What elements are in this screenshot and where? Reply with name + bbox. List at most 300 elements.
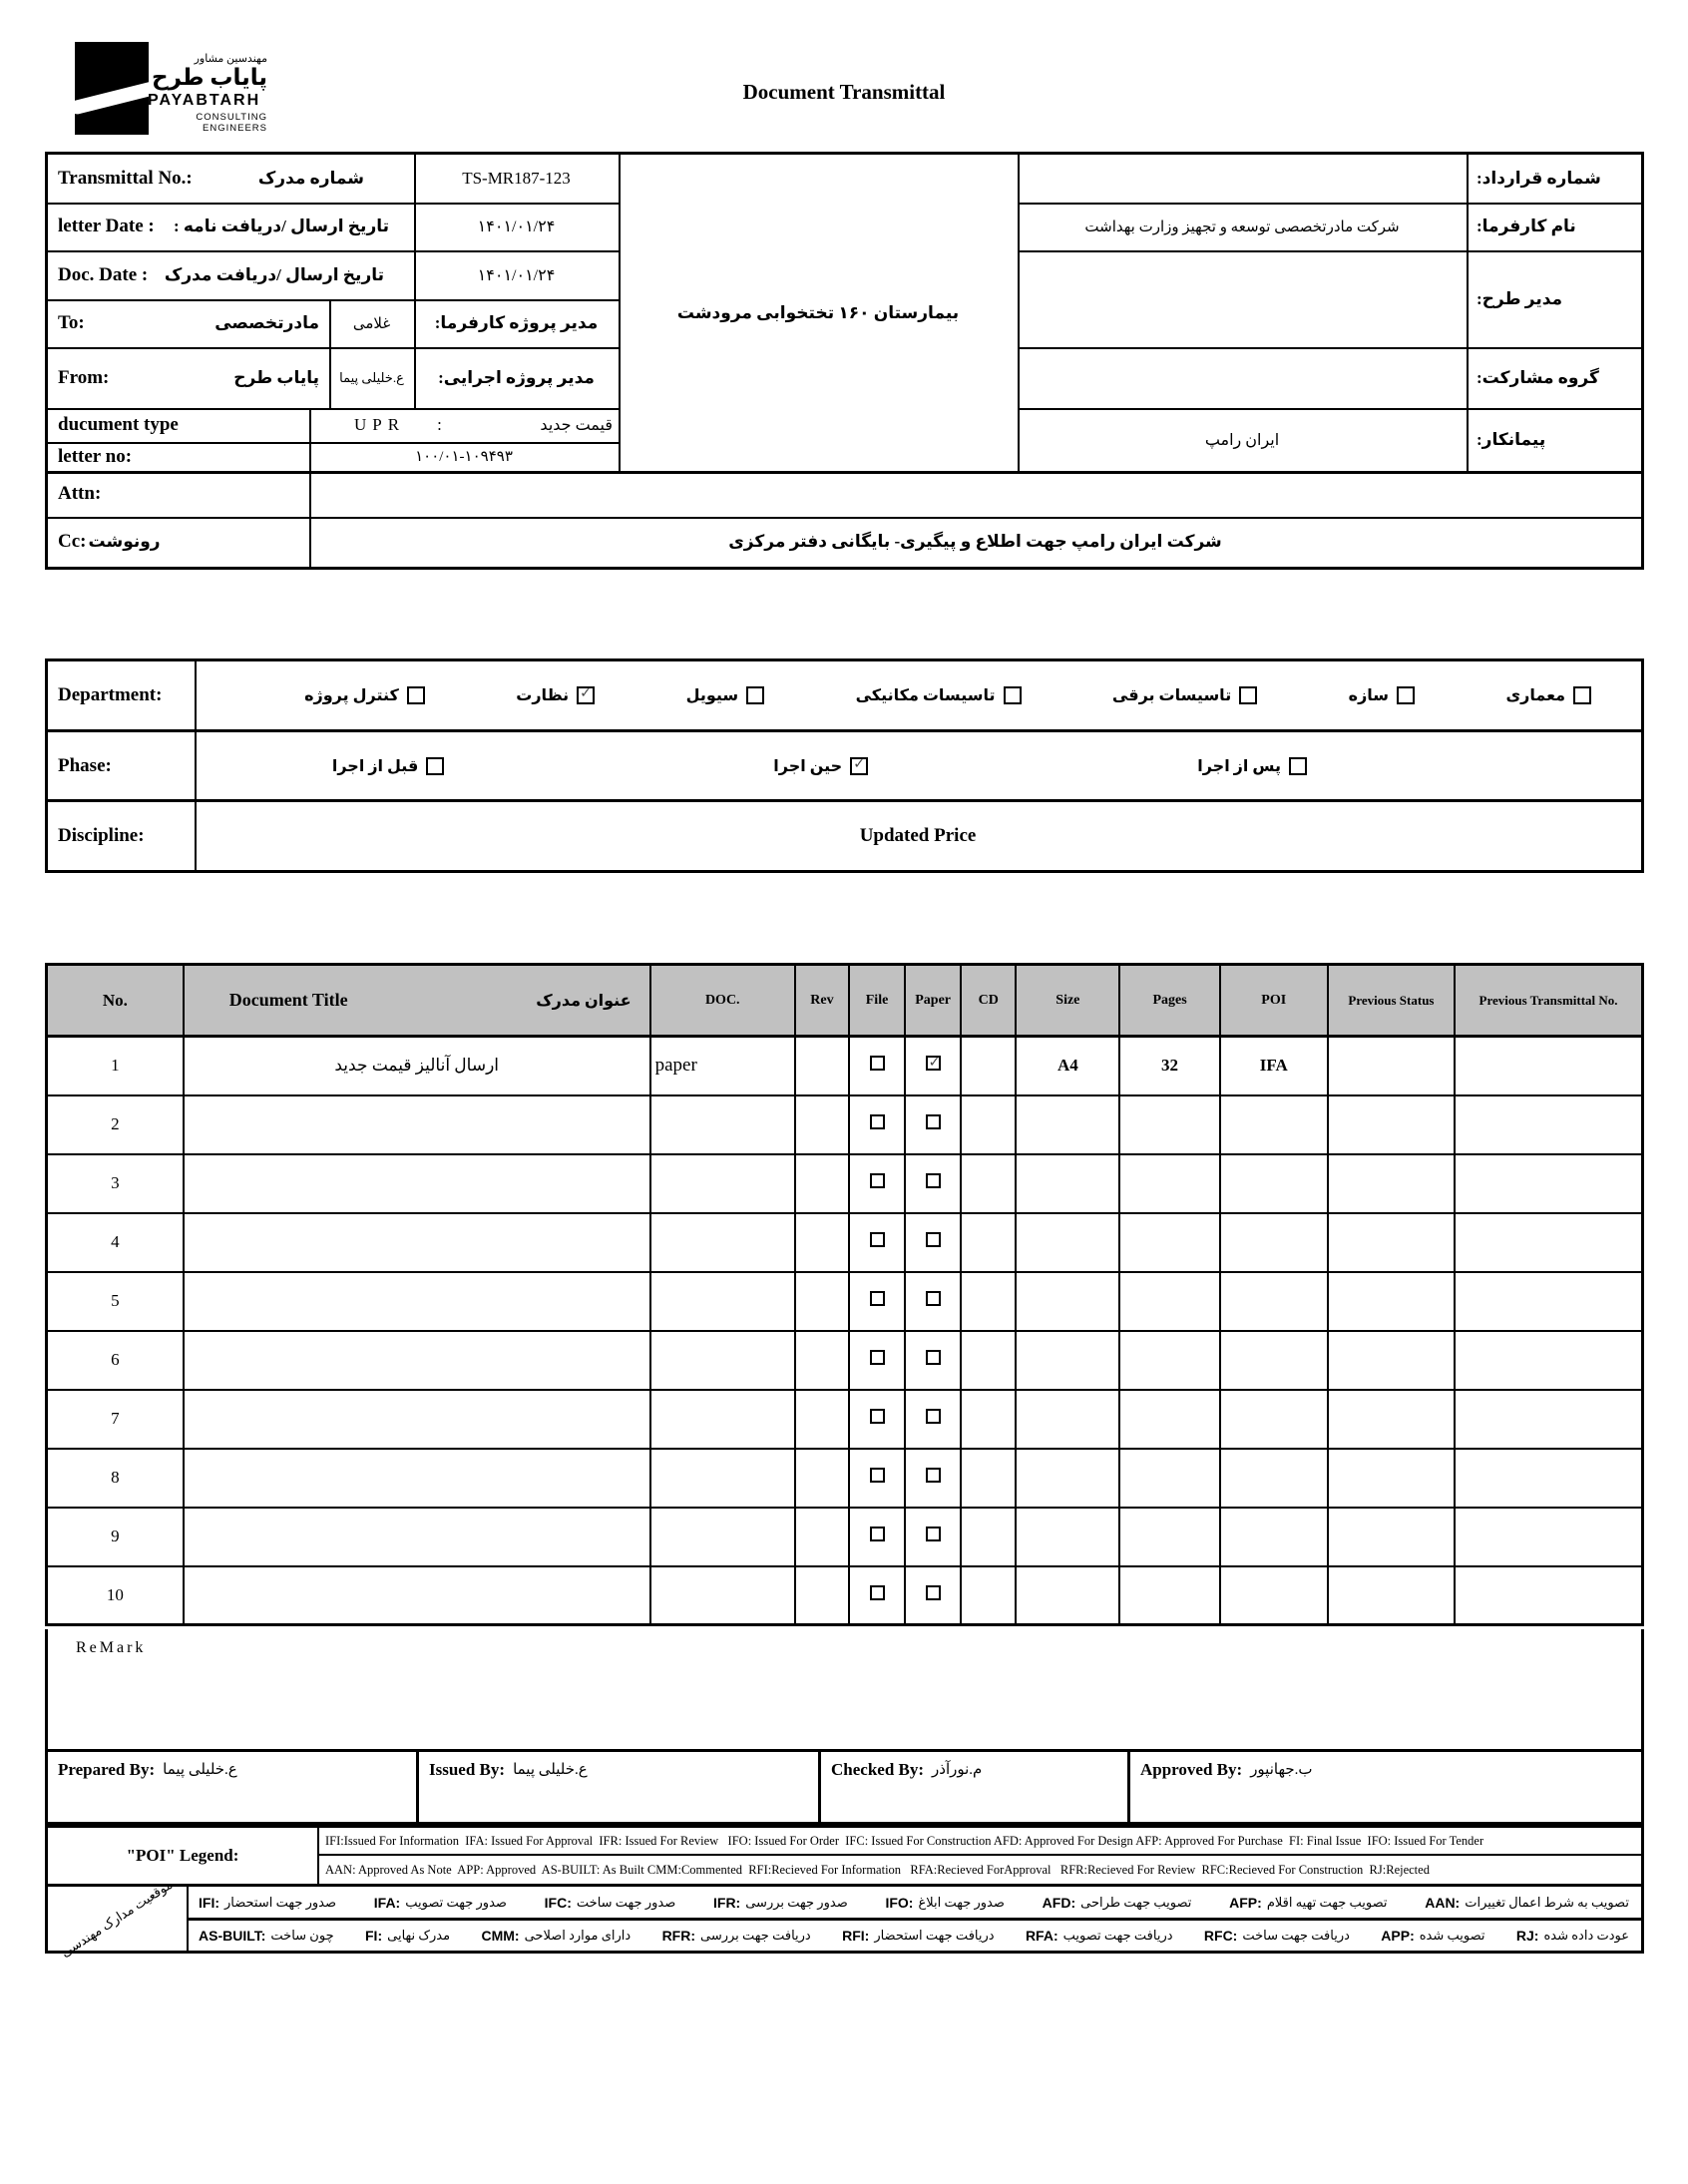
checkbox-icon[interactable] bbox=[870, 1527, 885, 1541]
doc-date-label-fa: تاریخ ارسال /دریافت مدرک bbox=[164, 264, 384, 284]
cell-doc[interactable] bbox=[650, 1508, 795, 1566]
to-cell bbox=[48, 299, 329, 347]
fa-legend-gloss: صدور جهت استحضار bbox=[224, 1894, 337, 1910]
fa-legend-item bbox=[1204, 1928, 1350, 1944]
cell-paper bbox=[905, 1037, 961, 1095]
cell-cd[interactable] bbox=[961, 1566, 1016, 1625]
cell-file bbox=[849, 1213, 905, 1272]
doc-type-value-fa[interactable]: قیمت جدید bbox=[540, 417, 613, 434]
discipline-value[interactable]: Updated Price bbox=[859, 825, 977, 846]
cc-label-en: Cc: bbox=[58, 531, 87, 552]
checkbox-icon[interactable] bbox=[1573, 686, 1591, 704]
fa-legend-item bbox=[374, 1895, 507, 1911]
to-role-fa: مدیر پروژه کارفرما: bbox=[434, 313, 599, 332]
doc-date-label-cell bbox=[48, 250, 414, 299]
discipline-label: Discipline: bbox=[58, 825, 145, 846]
from-role-fa: مدیر پروژه اجرایی: bbox=[438, 367, 595, 387]
fa-legend-gloss: تصویب جهت تهیه اقلام bbox=[1266, 1894, 1388, 1910]
checkbox-icon[interactable] bbox=[407, 686, 425, 704]
contractor-value[interactable]: ایران رامپ bbox=[1204, 431, 1280, 449]
cell-rev[interactable] bbox=[795, 1213, 849, 1272]
checkbox-icon[interactable] bbox=[746, 686, 764, 704]
cell-size[interactable]: A4 bbox=[1016, 1037, 1119, 1095]
fa-legend-item bbox=[885, 1895, 1004, 1911]
cell-poi[interactable] bbox=[1220, 1272, 1328, 1331]
fa-legend-item bbox=[1043, 1895, 1192, 1911]
doc-type-code[interactable]: UPR bbox=[354, 415, 406, 434]
partnership-value[interactable] bbox=[1018, 347, 1467, 408]
poi-legend-label: "POI" Legend: bbox=[126, 1846, 239, 1865]
prepared-by-label: Prepared By: bbox=[58, 1760, 156, 1779]
doc-date-value[interactable]: ۱۴۰۱/۰۱/۲۴ bbox=[477, 266, 556, 284]
from-label: From: bbox=[58, 366, 110, 388]
cell-rev[interactable] bbox=[795, 1331, 849, 1390]
header-poi: POI bbox=[1220, 965, 1328, 1037]
cell-file bbox=[849, 1331, 905, 1390]
phase-option[interactable] bbox=[773, 756, 868, 776]
option-label: نظارت bbox=[516, 687, 570, 704]
doc-type-colon: : bbox=[437, 415, 442, 434]
cell-pages[interactable] bbox=[1119, 1449, 1219, 1508]
fa-legend-code: IFR: bbox=[713, 1894, 741, 1911]
checkbox-checked-icon[interactable] bbox=[850, 757, 868, 775]
fa-status-line1 bbox=[187, 1887, 1641, 1918]
fa-legend-item bbox=[1026, 1928, 1173, 1944]
cell-size[interactable] bbox=[1016, 1449, 1119, 1508]
cell-pages[interactable] bbox=[1119, 1272, 1219, 1331]
transmittal-no-value[interactable]: TS-MR187-123 bbox=[462, 169, 571, 188]
option-label: معماری bbox=[1505, 687, 1565, 704]
checkbox-icon[interactable] bbox=[926, 1232, 941, 1247]
header-title-en: Document Title bbox=[228, 990, 348, 1010]
department-option[interactable] bbox=[1505, 685, 1591, 705]
header-doc: DOC. bbox=[650, 965, 795, 1037]
cell-title[interactable] bbox=[184, 1154, 650, 1213]
fa-legend-code: AFD: bbox=[1042, 1894, 1076, 1911]
cell-size[interactable] bbox=[1016, 1331, 1119, 1390]
phase-options bbox=[195, 732, 1641, 799]
cell-poi[interactable] bbox=[1220, 1095, 1328, 1154]
cell-prev-status[interactable] bbox=[1328, 1566, 1455, 1625]
cell-prev-status[interactable] bbox=[1328, 1213, 1455, 1272]
prepared-by-box[interactable] bbox=[45, 1749, 419, 1825]
transmittal-no-label-fa: شماره مدرک bbox=[257, 169, 364, 188]
cell-poi[interactable] bbox=[1220, 1154, 1328, 1213]
cell-pages[interactable] bbox=[1119, 1508, 1219, 1566]
table-row bbox=[47, 1508, 1643, 1566]
header-size: Size bbox=[1016, 965, 1119, 1037]
header-rev: Rev bbox=[795, 965, 849, 1037]
fa-legend-gloss: دریافت جهت ساخت bbox=[1242, 1928, 1350, 1943]
doc-type-label: ducument type bbox=[58, 414, 179, 435]
logo-en-subtitle: CONSULTING ENGINEERS bbox=[196, 112, 267, 135]
table-row bbox=[47, 1037, 1643, 1095]
option-label: سیویل bbox=[685, 687, 739, 704]
checkbox-checked-icon[interactable] bbox=[926, 1056, 941, 1071]
fa-legend-code: AFP: bbox=[1229, 1894, 1262, 1911]
approved-by-name: ب.جهانپور bbox=[1250, 1762, 1313, 1778]
fa-legend-code: IFC: bbox=[544, 1894, 572, 1911]
fa-legend-code: IFA: bbox=[373, 1894, 401, 1911]
cell-title[interactable] bbox=[184, 1331, 650, 1390]
cell-title[interactable] bbox=[184, 1566, 650, 1625]
department-label: Department: bbox=[58, 684, 163, 705]
cell-prev-transmittal[interactable] bbox=[1455, 1272, 1642, 1331]
logo-fa-name: پایاب طرح bbox=[152, 65, 267, 90]
cell-cd[interactable] bbox=[961, 1037, 1016, 1095]
cell-title[interactable]: ارسال آنالیز قیمت جدید bbox=[184, 1037, 650, 1095]
cell-doc[interactable] bbox=[650, 1390, 795, 1449]
checkbox-icon[interactable] bbox=[926, 1585, 941, 1600]
header-no: No. bbox=[47, 965, 184, 1037]
fa-legend-gloss: تصویب شده bbox=[1419, 1928, 1485, 1943]
cell-title[interactable] bbox=[184, 1390, 650, 1449]
checkbox-icon[interactable] bbox=[870, 1232, 885, 1247]
option-label: کنترل پروژه bbox=[304, 687, 399, 704]
cell-no: 9 bbox=[47, 1508, 184, 1566]
cell-cd[interactable] bbox=[961, 1154, 1016, 1213]
cell-prev-transmittal[interactable] bbox=[1455, 1390, 1642, 1449]
cell-no: 2 bbox=[47, 1095, 184, 1154]
checkbox-icon[interactable] bbox=[1289, 757, 1307, 775]
poi-legend-line1: IFI:Issued For Information IFA: Issued For Approval IFR: Issued For Review IFO: Issued For Order IFC: Issued For Construction AFD: Approved For Design AFP: Approved For Purchase FI: Final Issue IFO: Issued For Tender bbox=[325, 1833, 1484, 1848]
cell-title[interactable] bbox=[184, 1213, 650, 1272]
cell-prev-transmittal[interactable] bbox=[1455, 1154, 1642, 1213]
cell-prev-transmittal[interactable] bbox=[1455, 1508, 1642, 1566]
fa-legend-code: APP: bbox=[1381, 1928, 1415, 1944]
cell-poi[interactable] bbox=[1220, 1566, 1328, 1625]
cell-paper bbox=[905, 1508, 961, 1566]
cell-prev-status[interactable] bbox=[1328, 1037, 1455, 1095]
cell-file bbox=[849, 1566, 905, 1625]
cc-value[interactable]: شرکت ایران رامپ جهت اطلاع و پیگیری- بایگانی دفتر مرکزی bbox=[728, 532, 1222, 551]
cell-poi[interactable] bbox=[1220, 1508, 1328, 1566]
cell-file bbox=[849, 1037, 905, 1095]
cell-doc[interactable] bbox=[650, 1272, 795, 1331]
cell-file bbox=[849, 1272, 905, 1331]
logo-fa-tagline: مهندسین مشاور bbox=[194, 53, 267, 65]
fa-legend-code: FI: bbox=[365, 1928, 383, 1944]
fa-legend-code: RJ: bbox=[1515, 1928, 1539, 1944]
cell-size[interactable] bbox=[1016, 1566, 1119, 1625]
checkbox-icon[interactable] bbox=[870, 1056, 885, 1071]
fa-legend-gloss: صدور جهت تصویب bbox=[405, 1894, 507, 1910]
department-option[interactable] bbox=[1112, 685, 1257, 705]
cell-rev[interactable] bbox=[795, 1449, 849, 1508]
cell-poi[interactable] bbox=[1220, 1213, 1328, 1272]
logo-en-name: PAYABTARH bbox=[148, 92, 261, 110]
cell-poi[interactable] bbox=[1220, 1331, 1328, 1390]
fa-legend-gloss: چون ساخت bbox=[270, 1928, 334, 1943]
table-row bbox=[47, 1213, 1643, 1272]
option-label: حین اجرا bbox=[773, 757, 843, 775]
cell-paper bbox=[905, 1213, 961, 1272]
cell-paper bbox=[905, 1449, 961, 1508]
project-name: بیمارستان ۱۶۰ تختخوابی مرودشت bbox=[676, 302, 960, 322]
issued-by-label: Issued By: bbox=[429, 1760, 506, 1779]
cell-cd[interactable] bbox=[961, 1331, 1016, 1390]
cell-rev[interactable] bbox=[795, 1154, 849, 1213]
checkbox-icon[interactable] bbox=[1397, 686, 1415, 704]
checkbox-checked-icon[interactable] bbox=[577, 686, 595, 704]
cell-no: 6 bbox=[47, 1331, 184, 1390]
cell-rev[interactable] bbox=[795, 1566, 849, 1625]
client-value[interactable]: شرکت مادرتخصصی توسعه و تجهیز وزارت بهداشت bbox=[1084, 218, 1400, 235]
cell-title[interactable] bbox=[184, 1272, 650, 1331]
to-value-fa[interactable]: مادرتخصصی bbox=[214, 313, 319, 332]
fa-legend-code: CMM: bbox=[481, 1928, 520, 1944]
cell-prev-transmittal[interactable] bbox=[1455, 1449, 1642, 1508]
department-option[interactable] bbox=[516, 685, 595, 705]
doc-type-cell bbox=[309, 408, 619, 442]
page-title: Document Transmittal bbox=[742, 80, 946, 104]
checkbox-icon[interactable] bbox=[926, 1291, 941, 1306]
cell-prev-transmittal[interactable] bbox=[1455, 1213, 1642, 1272]
prepared-by-name: ع.خلیلی پیما bbox=[163, 1762, 237, 1778]
cell-doc[interactable] bbox=[650, 1213, 795, 1272]
cell-prev-transmittal[interactable] bbox=[1455, 1037, 1642, 1095]
cell-paper bbox=[905, 1272, 961, 1331]
cell-file bbox=[849, 1154, 905, 1213]
fa-legend-gloss: مدرک نهایی bbox=[387, 1928, 451, 1943]
from-person[interactable]: ع.خلیلی پیما bbox=[339, 369, 404, 385]
table-row bbox=[47, 1154, 1643, 1213]
from-value-fa[interactable]: پایاب طرح bbox=[233, 367, 319, 387]
cell-file bbox=[849, 1508, 905, 1566]
letter-date-value[interactable]: ۱۴۰۱/۰۱/۲۴ bbox=[477, 218, 556, 235]
department-option[interactable] bbox=[686, 685, 765, 705]
remark-label: ReMark bbox=[76, 1639, 147, 1656]
checkbox-icon[interactable] bbox=[926, 1173, 941, 1188]
checkbox-icon[interactable] bbox=[870, 1173, 885, 1188]
checkbox-icon[interactable] bbox=[870, 1468, 885, 1483]
fa-legend-item bbox=[481, 1928, 631, 1944]
cell-prev-status[interactable] bbox=[1328, 1508, 1455, 1566]
document-table bbox=[45, 963, 1644, 1626]
fa-legend-gloss: صدور جهت ابلاغ bbox=[918, 1894, 1005, 1910]
cell-rev[interactable] bbox=[795, 1037, 849, 1095]
cell-cd[interactable] bbox=[961, 1390, 1016, 1449]
fa-legend-item bbox=[1516, 1928, 1629, 1944]
attn-value[interactable] bbox=[309, 471, 1641, 517]
cell-cd[interactable] bbox=[961, 1213, 1016, 1272]
cell-paper bbox=[905, 1390, 961, 1449]
phase-option[interactable] bbox=[332, 756, 444, 776]
cell-prev-status[interactable] bbox=[1328, 1272, 1455, 1331]
letter-no-label: letter no: bbox=[58, 445, 133, 467]
remark-box[interactable] bbox=[45, 1629, 1644, 1752]
design-manager-label-text: مدیر طرح: bbox=[1477, 288, 1563, 308]
cell-rev[interactable] bbox=[795, 1508, 849, 1566]
header-pages: Pages bbox=[1119, 965, 1219, 1037]
option-label: پس از اجرا bbox=[1197, 757, 1281, 775]
fa-legend-item bbox=[842, 1928, 994, 1944]
checkbox-icon[interactable] bbox=[926, 1527, 941, 1541]
table-row bbox=[47, 1095, 1643, 1154]
header-paper: Paper bbox=[905, 965, 961, 1037]
contractor-label bbox=[1467, 408, 1641, 471]
contract-no-label bbox=[1467, 155, 1641, 203]
fa-legend-gloss: تصویب به شرط اعمال تغییرات bbox=[1465, 1894, 1629, 1910]
poi-legend-line2: AAN: Approved As Note APP: Approved AS-BUILT: As Built CMM:Commented RFI:Recieved For Information RFA:Recieved ForApproval RFR:Recieved For Review RFC:Recieved For Construction RJ:Rejected bbox=[325, 1862, 1430, 1877]
checkbox-icon[interactable] bbox=[926, 1350, 941, 1365]
client-label bbox=[1467, 203, 1641, 250]
cell-prev-transmittal[interactable] bbox=[1455, 1095, 1642, 1154]
from-cell bbox=[48, 347, 329, 408]
approved-by-box[interactable] bbox=[1127, 1749, 1644, 1825]
cell-file bbox=[849, 1095, 905, 1154]
department-option[interactable] bbox=[1349, 685, 1415, 705]
transmittal-no-label-cell bbox=[48, 155, 414, 203]
cell-no: 4 bbox=[47, 1213, 184, 1272]
cell-cd[interactable] bbox=[961, 1272, 1016, 1331]
fa-legend-code: IFO: bbox=[885, 1894, 914, 1911]
cell-no: 8 bbox=[47, 1449, 184, 1508]
checkbox-icon[interactable] bbox=[1239, 686, 1257, 704]
cell-pages[interactable] bbox=[1119, 1095, 1219, 1154]
cell-no: 3 bbox=[47, 1154, 184, 1213]
department-option[interactable] bbox=[304, 685, 425, 705]
contract-no-label-text: شماره قرارداد: bbox=[1477, 169, 1601, 188]
cell-doc[interactable] bbox=[650, 1154, 795, 1213]
header-file: File bbox=[849, 965, 905, 1037]
fa-status-label-cell bbox=[48, 1876, 187, 1961]
cell-cd[interactable] bbox=[961, 1095, 1016, 1154]
table-row bbox=[47, 1390, 1643, 1449]
phase-option[interactable] bbox=[1197, 756, 1307, 776]
cell-cd[interactable] bbox=[961, 1449, 1016, 1508]
cell-doc[interactable] bbox=[650, 1449, 795, 1508]
to-person[interactable]: غلامی bbox=[352, 315, 391, 332]
department-option[interactable] bbox=[856, 685, 1022, 705]
cell-file bbox=[849, 1390, 905, 1449]
cell-prev-status[interactable] bbox=[1328, 1331, 1455, 1390]
checked-by-name: م.نورآذر bbox=[932, 1762, 983, 1778]
checked-by-box[interactable] bbox=[818, 1749, 1130, 1825]
letter-no-value[interactable]: ۱۰۰/۰۱-۱۰۹۴۹۳ bbox=[415, 449, 513, 465]
fa-legend-gloss: دارای موارد اصلاحی bbox=[524, 1928, 632, 1943]
cell-size[interactable] bbox=[1016, 1390, 1119, 1449]
fa-legend-item bbox=[199, 1928, 334, 1944]
cell-prev-status[interactable] bbox=[1328, 1095, 1455, 1154]
cell-paper bbox=[905, 1095, 961, 1154]
cell-pages[interactable] bbox=[1119, 1566, 1219, 1625]
cell-prev-transmittal[interactable] bbox=[1455, 1331, 1642, 1390]
cell-no: 5 bbox=[47, 1272, 184, 1331]
partnership-label bbox=[1467, 347, 1641, 408]
header-title-fa: عنوان مدرک bbox=[536, 992, 632, 1010]
design-manager-label bbox=[1467, 250, 1641, 347]
cell-size[interactable] bbox=[1016, 1095, 1119, 1154]
cell-size[interactable] bbox=[1016, 1508, 1119, 1566]
option-label: تاسیسات مکانیکی bbox=[855, 687, 996, 704]
cell-rev[interactable] bbox=[795, 1272, 849, 1331]
fa-legend-item bbox=[713, 1895, 848, 1911]
cell-pages[interactable] bbox=[1119, 1331, 1219, 1390]
cell-prev-status[interactable] bbox=[1328, 1154, 1455, 1213]
cell-cd[interactable] bbox=[961, 1508, 1016, 1566]
attn-label: Attn: bbox=[58, 483, 102, 504]
header-prev-transmittal: Previous Transmittal No. bbox=[1455, 965, 1642, 1037]
fa-legend-code: AS-BUILT: bbox=[199, 1928, 266, 1944]
fa-legend-code: RFI: bbox=[842, 1928, 870, 1944]
partnership-label-text: گروه مشارکت: bbox=[1477, 367, 1599, 387]
department-options bbox=[195, 661, 1641, 729]
checkbox-icon[interactable] bbox=[926, 1468, 941, 1483]
fa-legend-item bbox=[199, 1895, 336, 1911]
checkbox-icon[interactable] bbox=[426, 757, 444, 775]
cc-cell bbox=[48, 517, 309, 567]
cell-pages[interactable]: 32 bbox=[1119, 1037, 1219, 1095]
fa-legend-gloss: دریافت جهت استحضار bbox=[874, 1928, 995, 1943]
checkbox-icon[interactable] bbox=[870, 1585, 885, 1600]
table-row bbox=[47, 1331, 1643, 1390]
cell-doc[interactable]: paper bbox=[650, 1037, 795, 1095]
cell-doc[interactable] bbox=[650, 1331, 795, 1390]
cell-size[interactable] bbox=[1016, 1272, 1119, 1331]
design-manager-value[interactable] bbox=[1018, 250, 1467, 347]
option-label: سازه bbox=[1348, 687, 1390, 704]
cell-title[interactable] bbox=[184, 1095, 650, 1154]
checkbox-icon[interactable] bbox=[870, 1291, 885, 1306]
checkbox-icon[interactable] bbox=[870, 1409, 885, 1424]
cell-poi[interactable] bbox=[1220, 1449, 1328, 1508]
cell-poi[interactable] bbox=[1220, 1390, 1328, 1449]
cell-doc[interactable] bbox=[650, 1566, 795, 1625]
cell-paper bbox=[905, 1331, 961, 1390]
cell-doc[interactable] bbox=[650, 1095, 795, 1154]
checkbox-icon[interactable] bbox=[870, 1114, 885, 1129]
fa-status-line2 bbox=[187, 1921, 1641, 1951]
phase-label: Phase: bbox=[58, 754, 112, 776]
cell-pages[interactable] bbox=[1119, 1154, 1219, 1213]
header-cd: CD bbox=[961, 965, 1016, 1037]
issued-by-box[interactable] bbox=[416, 1749, 821, 1825]
header-title bbox=[184, 965, 650, 1037]
cell-pages[interactable] bbox=[1119, 1390, 1219, 1449]
checkbox-icon[interactable] bbox=[926, 1409, 941, 1424]
transmittal-no-label-en: Transmittal No.: bbox=[58, 168, 193, 189]
cell-rev[interactable] bbox=[795, 1390, 849, 1449]
cell-poi[interactable]: IFA bbox=[1220, 1037, 1328, 1095]
letter-date-label-cell bbox=[48, 203, 414, 250]
cell-size[interactable] bbox=[1016, 1213, 1119, 1272]
cell-file bbox=[849, 1449, 905, 1508]
cell-prev-status[interactable] bbox=[1328, 1449, 1455, 1508]
table-row bbox=[47, 1566, 1643, 1625]
cell-title[interactable] bbox=[184, 1449, 650, 1508]
fa-legend-code: RFC: bbox=[1203, 1928, 1238, 1944]
cell-title[interactable] bbox=[184, 1508, 650, 1566]
cell-prev-status[interactable] bbox=[1328, 1390, 1455, 1449]
letter-date-label-fa: تاریخ ارسال /دریافت نامه : bbox=[173, 217, 389, 235]
checkbox-icon[interactable] bbox=[1004, 686, 1022, 704]
checkbox-icon[interactable] bbox=[926, 1114, 941, 1129]
cell-rev[interactable] bbox=[795, 1095, 849, 1154]
cell-paper bbox=[905, 1566, 961, 1625]
contractor-label-text: پیمانکار: bbox=[1477, 429, 1546, 449]
fa-legend-gloss: تصویب جهت طراحی bbox=[1080, 1894, 1192, 1910]
contract-no-value[interactable] bbox=[1018, 155, 1467, 203]
checkbox-icon[interactable] bbox=[870, 1350, 885, 1365]
issued-by-name: ع.خلیلی پیما bbox=[513, 1762, 588, 1778]
cell-pages[interactable] bbox=[1119, 1213, 1219, 1272]
fa-legend-item bbox=[662, 1928, 811, 1944]
fa-legend-code: IFI: bbox=[199, 1894, 219, 1911]
cell-size[interactable] bbox=[1016, 1154, 1119, 1213]
cell-no: 7 bbox=[47, 1390, 184, 1449]
cell-prev-transmittal[interactable] bbox=[1455, 1566, 1642, 1625]
